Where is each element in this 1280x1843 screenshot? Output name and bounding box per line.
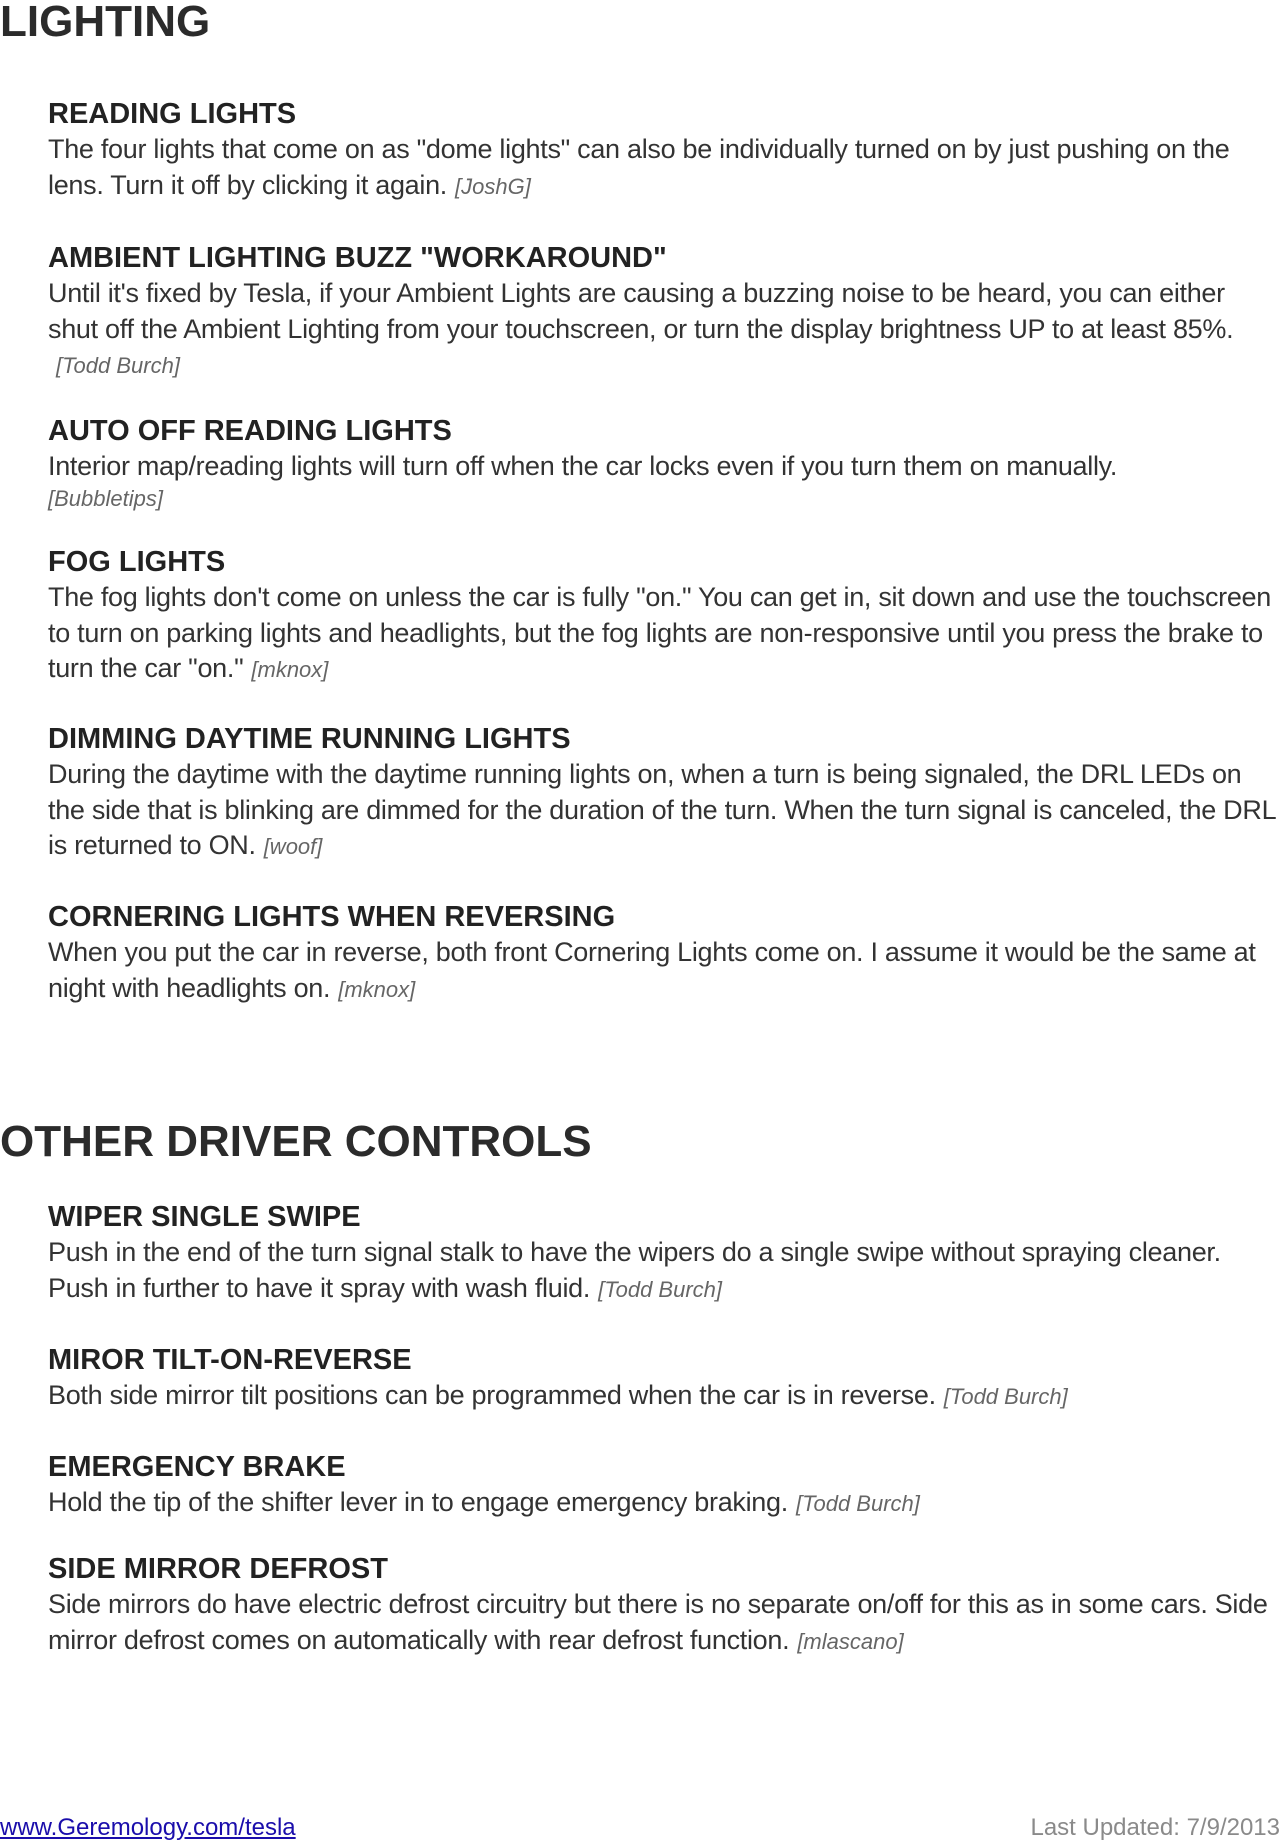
tip-text: During the daytime with the daytime running lights on, when a turn is being signaled, the DRL LEDs on the side that is blinking are dimmed for the duration of the turn. When the turn signal is canceled, the DRL is returned to ON.: [48, 759, 1276, 860]
tip-side-mirror-defrost: [48, 1551, 1280, 1659]
tip-text: The four lights that come on as "dome lights" can also be individually turned on by just pushing on the lens. Turn it off by clicking it again.: [48, 134, 1230, 200]
tip-attribution: [Todd Burch]: [56, 353, 180, 378]
tip-attribution: [Bubbletips]: [48, 485, 163, 511]
tip-body: [48, 276, 1280, 384]
tip-body: [48, 1235, 1280, 1307]
tip-text: Side mirrors do have electric defrost circuitry but there is no separate on/off for this as in some cars. Side mirror defrost comes on automatically with rear defrost function.: [48, 1589, 1268, 1655]
tip-attribution: [Todd Burch]: [795, 1491, 920, 1516]
tip-text: The fog lights don't come on unless the car is fully "on." You can get in, sit down and use the touchscreen to turn on parking lights and headlights, but the fog lights are non-responsive until you press the brake to turn the car "on.": [48, 582, 1271, 683]
tip-reading-lights: [48, 96, 1280, 204]
tip-title: EMERGENCY BRAKE: [48, 1451, 346, 1483]
tip-text: Interior map/reading lights will turn off when the car locks even if you turn them on manually.: [48, 451, 1118, 481]
tip-text: Push in the end of the turn signal stalk to have the wipers do a single swipe without spraying cleaner. Push in further to have it spray with wash fluid.: [48, 1237, 1221, 1303]
tip-cornering-lights: [48, 899, 1280, 1007]
tip-emergency-brake: [48, 1449, 1280, 1522]
tip-attribution: [mlascano]: [797, 1628, 904, 1654]
footer-website-link[interactable]: www.Geremology.com/tesla: [0, 1814, 296, 1841]
tip-body: [48, 132, 1280, 204]
section-title-other-driver-controls: OTHER DRIVER CONTROLS: [0, 1117, 592, 1166]
tip-ambient-lighting-buzz: [48, 240, 1280, 384]
tip-title: SIDE MIRROR DEFROST: [48, 1553, 388, 1585]
tip-body: [48, 1378, 1280, 1415]
tip-attribution: [Todd Burch]: [598, 1276, 723, 1302]
footer-last-updated: Last Updated: 7/9/2013: [1030, 1814, 1280, 1841]
tip-attribution: [JoshG]: [455, 173, 531, 199]
tip-fog-lights: [48, 544, 1280, 688]
tip-body: [48, 1587, 1280, 1659]
tip-attribution: [Todd Burch]: [943, 1384, 1068, 1409]
tip-text: Hold the tip of the shifter lever in to engage emergency braking.: [48, 1487, 788, 1517]
tip-title: DIMMING DAYTIME RUNNING LIGHTS: [48, 723, 571, 755]
tip-attribution: [mknox]: [338, 976, 416, 1002]
tip-body: [48, 580, 1280, 688]
tip-title: WIPER SINGLE SWIPE: [48, 1201, 361, 1233]
tip-attribution: [woof]: [263, 834, 323, 859]
tip-body: [48, 1485, 1280, 1522]
tip-body: [48, 935, 1280, 1007]
tip-title: AUTO OFF READING LIGHTS: [48, 415, 452, 447]
tip-title: CORNERING LIGHTS WHEN REVERSING: [48, 901, 616, 933]
tip-title: AMBIENT LIGHTING BUZZ "WORKAROUND": [48, 242, 667, 274]
tip-text: When you put the car in reverse, both front Cornering Lights come on. I assume it would be the same at night with headlights on.: [48, 937, 1256, 1003]
tip-wiper-single-swipe: [48, 1199, 1280, 1307]
tip-title: READING LIGHTS: [48, 98, 297, 130]
tip-attribution: [mknox]: [251, 657, 329, 682]
tip-body: [48, 449, 1280, 513]
tip-title: MIROR TILT-ON-REVERSE: [48, 1344, 412, 1376]
tip-body: [48, 757, 1280, 865]
tip-dimming-drl: [48, 721, 1280, 865]
tip-mirror-tilt-on-reverse: [48, 1342, 1280, 1415]
tip-auto-off-reading-lights: [48, 413, 1280, 513]
tip-title: FOG LIGHTS: [48, 546, 226, 578]
tip-text: Both side mirror tilt positions can be programmed when the car is in reverse.: [48, 1380, 936, 1410]
section-title-lighting: LIGHTING: [0, 0, 211, 46]
tip-text: Until it's fixed by Tesla, if your Ambient Lights are causing a buzzing noise to be heard, you can either shut off the Ambient Lighting from your touchscreen, or turn the display brightness UP to at least 85%.: [48, 278, 1234, 344]
